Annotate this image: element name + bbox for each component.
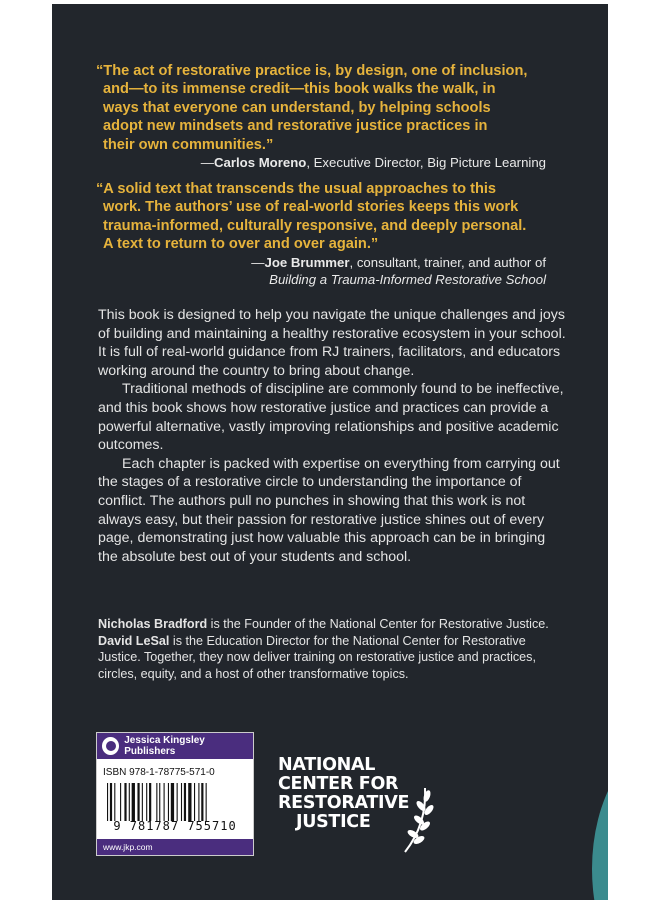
quote-1-role: , Executive Director, Big Picture Learning — [306, 155, 546, 170]
barcode-number: 9 781787 755710 — [113, 819, 237, 833]
quote-1-attribution: —Carlos Moreno, Executive Director, Big Picture Learning — [200, 155, 546, 170]
quote-1-line: “The act of restorative practice is, by design, one of inclusion, — [96, 63, 528, 79]
bio-text: is the Education Director for the National Center for Restorative Justice. Together, they now deliver training on restorative justice and practices, circles, equity, and a host of other transformative topics. — [98, 633, 536, 681]
quote-1-author: Carlos Moreno — [213, 155, 307, 170]
author-bio — [98, 616, 558, 682]
quote-2-line: “A solid text that transcends the usual approaches to this — [96, 181, 497, 197]
publisher-website: www.jkp.com — [97, 839, 253, 855]
laurel-icon — [397, 784, 437, 854]
quote-1-line: their own communities.” — [103, 136, 274, 153]
quote-2 — [96, 180, 526, 254]
teal-arc-decoration — [592, 739, 608, 900]
quote-1-line: and—to its immense credit—this book walks the walk, in — [103, 81, 496, 98]
ncrj-logo-line: NATIONAL — [278, 755, 376, 775]
ncrj-logo — [278, 756, 409, 832]
description-paragraph: Traditional methods of discipline are commonly found to be ineffective, and this book shows how restorative justice and practices can provide a powerful alternative, vastly improving relationships and positive academic outcomes. — [98, 381, 564, 454]
author-1-name: Nicholas Bradford — [98, 617, 208, 631]
quote-1-line: adopt new mindsets and restorative justice practices in — [103, 118, 488, 135]
quote-2-line: trauma-informed, culturally responsive, and deeply personal. — [103, 217, 527, 234]
quote-2-role: , consultant, trainer, and author of — [349, 255, 546, 270]
ncrj-logo-line: CENTER FOR — [278, 774, 399, 794]
quote-1 — [96, 62, 527, 154]
ncrj-logo-line: RESTORATIVE — [278, 793, 410, 813]
book-description — [98, 306, 568, 566]
quote-2-author: Joe Brummer — [264, 255, 350, 270]
bio-text: is the Founder of the National Center for Restorative Justice. — [207, 617, 549, 631]
back-cover — [52, 4, 608, 900]
isbn-label: ISBN 978-1-78775-571-0 — [103, 767, 215, 778]
jkp-logo-icon — [102, 737, 119, 755]
description-paragraph: This book is designed to help you navigate the unique challenges and joys of building and maintaining a healthy restorative ecosystem in your school. It is full of real-world guidance from RJ trainers, facilitators, and educators working around the country to bring about change. — [98, 307, 566, 379]
quote-2-line: work. The authors’ use of real-world stories keeps this work — [103, 199, 519, 216]
publisher-bar — [97, 733, 253, 759]
quote-2-attribution: —Joe Brummer, consultant, trainer, and author of Building a Trauma-Informed Restorative School — [251, 255, 546, 287]
quote-1-line: ways that everyone can understand, by helping schools — [103, 99, 491, 116]
author-2-name: David LeSal — [98, 633, 170, 648]
barcode-panel — [96, 732, 254, 856]
quote-2-book-title: Building a Trauma-Informed Restorative School — [269, 272, 546, 287]
publisher-name: Jessica Kingsley Publishers — [124, 735, 205, 757]
barcode-icon — [107, 783, 243, 821]
quote-2-line: A text to return to over and over again.” — [103, 236, 379, 253]
description-paragraph: Each chapter is packed with expertise on everything from carrying out the stages of a restorative circle to understanding the importance of conflict. The authors pull no punches in showing that this work is not always easy, but their passion for restorative justice shines out of every page, demonstrating just how valuable this approach can be in bringing the absolute best out of your students and school. — [98, 455, 560, 565]
ncrj-logo-line: JUSTICE — [296, 812, 371, 832]
